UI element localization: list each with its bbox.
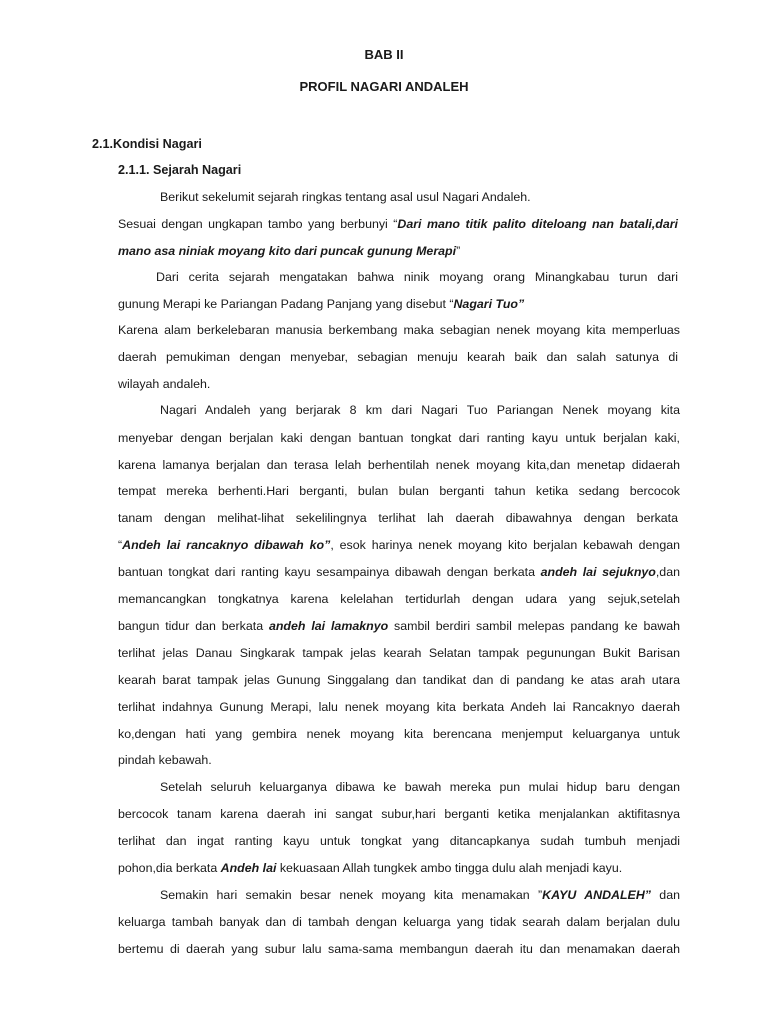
emphasis-text: Andeh lai <box>220 861 277 875</box>
text-run: pindah kebawah. <box>118 753 212 767</box>
text-run: dan <box>650 888 680 902</box>
text-run: terlihat indahnya Gunung Merapi, lalu nenek moyang kita berkata Andeh lai Rancaknyo daerah <box>118 700 680 714</box>
text-run: bangun tidur dan berkata <box>118 619 269 633</box>
text-run: gunung Merapi ke Pariangan Padang Panjang yang disebut “ <box>118 297 454 311</box>
paragraph-line <box>118 591 680 607</box>
text-run: Setelah seluruh keluarganya dibawa ke bawah mereka pun mulai hidup baru dengan <box>160 780 680 794</box>
paragraph-line <box>118 726 680 742</box>
text-run: daerah pemukiman dengan menyebar, sebagian menuju kearah baik dan salah satunya di <box>118 350 678 364</box>
paragraph-line <box>118 322 680 338</box>
text-run: ko,dengan hati yang gembira nenek moyang kita berencana menjemput keluarganya untuk <box>118 727 680 741</box>
paragraph-line <box>118 564 680 580</box>
paragraph-line <box>118 243 460 259</box>
text-run: kekuasaan Allah tungkek ambo tingga dulu alah menjadi kayu. <box>276 861 623 875</box>
emphasis-text: andeh lai sejuknyo <box>540 565 656 579</box>
paragraph-line <box>118 699 680 715</box>
text-run: ,dan <box>655 565 680 579</box>
text-run: “ <box>118 538 123 552</box>
text-run: kearah barat tampak jelas Gunung Singgalang dan tandikat dan di pandang ke atas arah utara <box>118 673 680 687</box>
paragraph-line <box>156 269 678 285</box>
paragraph-line <box>118 618 680 634</box>
text-run: karena lamanya berjalan dan terasa lelah berhentilah nenek moyang kita,dan menetap didaerah <box>118 458 680 472</box>
emphasis-text: KAYU ANDALEH” <box>542 888 651 902</box>
paragraph-line <box>160 402 680 418</box>
emphasis-text: mano asa niniak moyang kito dari puncak gunung Merapi <box>118 244 457 258</box>
section-heading: 2.1.Kondisi Nagari <box>92 137 202 151</box>
text-run: Sesuai dengan ungkapan tambo yang berbunyi “ <box>118 217 398 231</box>
chapter-heading: BAB II <box>364 47 404 62</box>
text-run: sambil berdiri sambil melepas pandang ke bawah <box>388 619 681 633</box>
text-run: Karena alam berkelebaran manusia berkembang maka sebagian nenek moyang kita memperluas <box>118 323 680 337</box>
paragraph-line <box>118 806 680 822</box>
paragraph-line <box>118 833 680 849</box>
text-run: keluarga tambah banyak dan di tambah dengan keluarga yang tidak searah dalam berjalan dulu <box>118 915 680 929</box>
text-run: ” <box>456 244 461 258</box>
emphasis-text: Andeh lai rancaknyo dibawah ko” <box>122 538 331 552</box>
paragraph-line <box>118 752 212 768</box>
paragraph-line <box>118 216 678 232</box>
page-title: PROFIL NAGARI ANDALEH <box>299 79 469 94</box>
text-run: Berikut sekelumit sejarah ringkas tentang asal usul Nagari Andaleh. <box>160 190 531 204</box>
paragraph-line <box>118 430 680 446</box>
text-run: terlihat jelas Danau Singkarak tampak jelas kearah Selatan tampak pegunungan Bukit Barisan <box>118 646 680 660</box>
paragraph-line <box>118 941 680 957</box>
text-run: bertemu di daerah yang subur lalu sama-sama membangun daerah itu dan menamakan daerah <box>118 942 680 956</box>
text-run: bantuan tongkat dari ranting kayu sesampainya dibawah dengan berkata <box>118 565 541 579</box>
paragraph-line <box>160 779 680 795</box>
paragraph-line <box>118 537 680 553</box>
emphasis-text: Dari mano titik palito diteloang nan batali,dari <box>397 217 678 231</box>
text-run: terlihat dan ingat ranting kayu untuk tongkat yang ditancapkanya sudah tumbuh menjadi <box>118 834 680 848</box>
paragraph-line <box>160 189 531 205</box>
text-run: tempat mereka berhenti.Hari berganti, bulan bulan berganti tahun ketika sedang bercocok <box>118 484 680 498</box>
paragraph-line <box>118 349 678 365</box>
text-run: Nagari Andaleh yang berjarak 8 km dari Nagari Tuo Pariangan Nenek moyang kita <box>160 403 680 417</box>
emphasis-text: andeh lai lamaknyo <box>268 619 389 633</box>
paragraph-line <box>118 860 622 876</box>
paragraph-line <box>118 672 680 688</box>
text-run: pohon,dia berkata <box>118 861 221 875</box>
text-run: menyebar dengan berjalan kaki dengan bantuan tongkat dari ranting kayu untuk berjalan kaki, <box>118 431 680 445</box>
paragraph-line <box>118 914 680 930</box>
paragraph-line <box>160 887 680 903</box>
paragraph-line <box>118 376 210 392</box>
text-run: Dari cerita sejarah mengatakan bahwa ninik moyang orang Minangkabau turun dari <box>156 270 678 284</box>
text-run: Semakin hari semakin besar nenek moyang kita menamakan ” <box>160 888 543 902</box>
subsection-heading: 2.1.1. Sejarah Nagari <box>118 163 242 177</box>
paragraph-line <box>118 645 680 661</box>
paragraph-line <box>118 510 678 526</box>
paragraph-line <box>118 296 524 312</box>
emphasis-text: Nagari Tuo” <box>453 297 525 311</box>
text-run: wilayah andaleh. <box>118 377 211 391</box>
text-run: tanam dengan melihat-lihat sekelilingnya terlihat lah daerah dibawahnya dengan berkata <box>118 511 678 525</box>
text-run: memancangkan tongkatnya karena kelelahan tertidurlah dengan udara yang sejuk,setelah <box>118 592 680 606</box>
paragraph-line <box>118 483 680 499</box>
paragraph-line <box>118 457 680 473</box>
text-run: , esok harinya nenek moyang kito berjalan kebawah dengan <box>330 538 680 552</box>
text-run: bercocok tanam karena daerah ini sangat subur,hari berganti ketika menjalankan aktifitasnya <box>118 807 680 821</box>
